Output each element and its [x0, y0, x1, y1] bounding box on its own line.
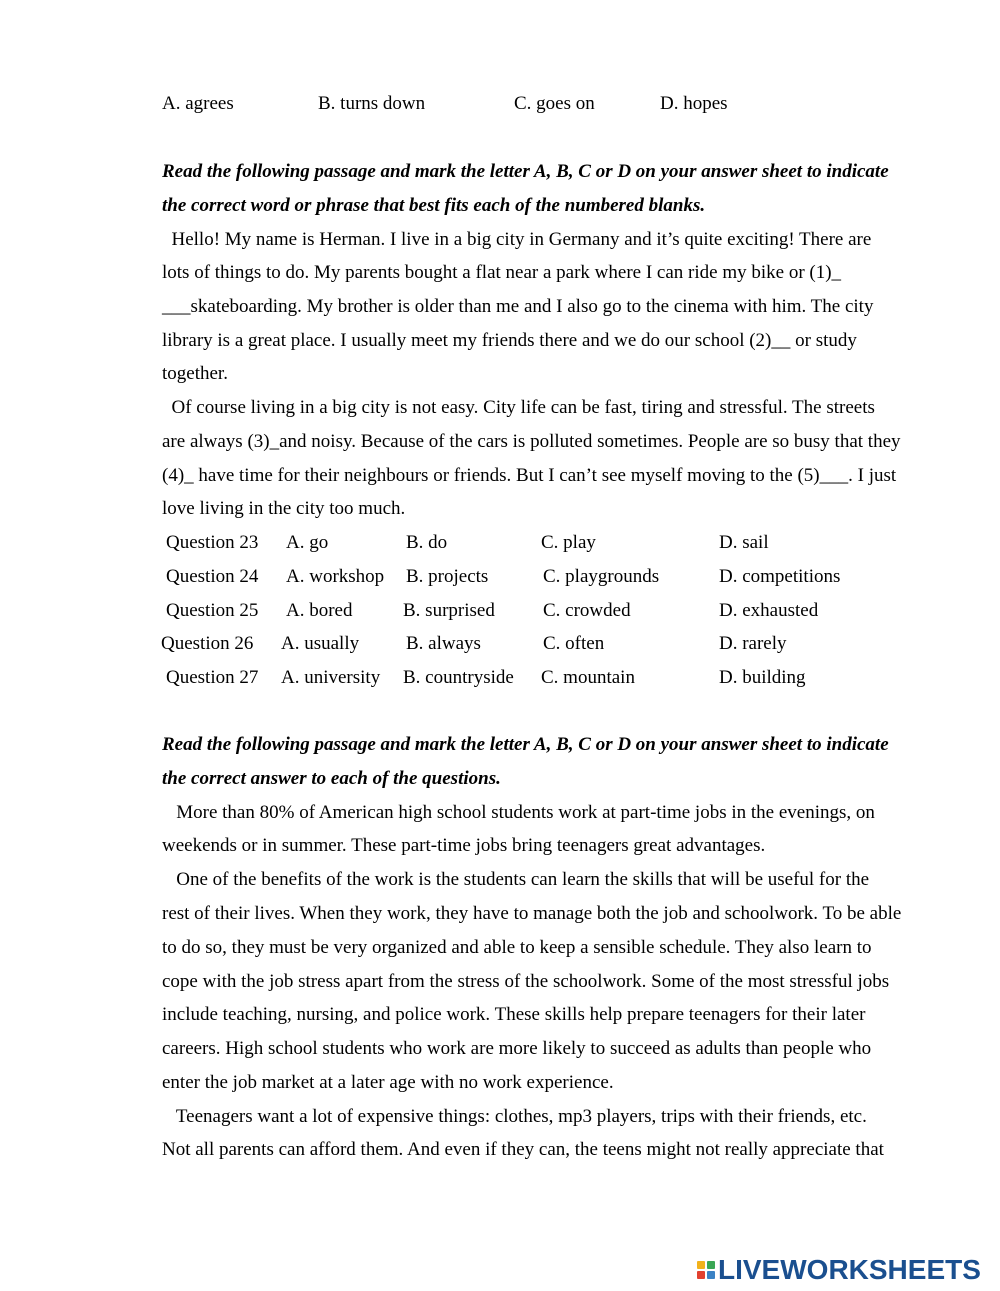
cloze-passage-line: together. [162, 363, 228, 384]
reading-passage-line: include teaching, nursing, and police work. These skills help prepare teenagers for their later [162, 1004, 866, 1025]
prev-option-d: D. hopes [660, 93, 728, 114]
answer-option-d: D. exhausted [719, 600, 819, 621]
answer-option-a: A. bored [286, 600, 353, 621]
reading-passage-line: careers. High school students who work are more likely to succeed as adults than people who [162, 1038, 872, 1059]
answer-option-c: C. playgrounds [543, 566, 660, 587]
cloze-passage-line: (4)_ have time for their neighbours or friends. But I can’t see myself moving to the (5)___. I just [162, 465, 897, 486]
reading-passage-line: rest of their lives. When they work, they have to manage both the job and schoolwork. To be able [162, 903, 902, 924]
cloze-passage-line: are always (3)_and noisy. Because of the cars is polluted sometimes. People are so busy that they [162, 431, 901, 452]
cloze-passage-line: love living in the city too much. [162, 498, 406, 519]
liveworksheets-logo [697, 1255, 981, 1285]
cloze-instruction-line: Read the following passage and mark the letter A, B, C or D on your answer sheet to indicate [162, 161, 889, 182]
answer-option-d: D. sail [719, 532, 769, 553]
reading-passage-line: Teenagers want a lot of expensive things: clothes, mp3 players, trips with their friends, etc. [162, 1106, 867, 1127]
question-label: Question 23 [166, 532, 259, 553]
reading-instruction-line: Read the following passage and mark the letter A, B, C or D on your answer sheet to indicate [162, 734, 889, 755]
reading-passage-line: to do so, they must be very organized and able to keep a sensible schedule. They also learn to [162, 937, 872, 958]
answer-option-b: B. countryside [403, 667, 514, 688]
question-label: Question 26 [161, 633, 254, 654]
cloze-passage-line: lots of things to do. My parents bought a flat near a park where I can ride my bike or (1)_ [162, 262, 842, 283]
question-label: Question 27 [166, 667, 259, 688]
logo-square [707, 1271, 715, 1279]
prev-option-b: B. turns down [318, 93, 426, 114]
answer-option-b: B. do [406, 532, 448, 553]
reading-instruction-line: the correct answer to each of the questions. [162, 768, 501, 789]
answer-option-c: C. play [541, 532, 596, 553]
logo-square [697, 1271, 705, 1279]
logo-square [707, 1261, 715, 1269]
prev-option-c: C. goes on [514, 93, 595, 114]
answer-option-a: A. university [281, 667, 381, 688]
question-label: Question 25 [166, 600, 259, 621]
cloze-instruction-line: the correct word or phrase that best fits each of the numbered blanks. [162, 195, 706, 216]
cloze-passage-line: ___skateboarding. My brother is older than me and I also go to the cinema with him. The city [162, 296, 874, 317]
liveworksheets-mark-icon [697, 1261, 715, 1279]
answer-option-b: B. always [406, 633, 481, 654]
answer-option-a: A. go [286, 532, 329, 553]
cloze-passage-line: Hello! My name is Herman. I live in a big city in Germany and it’s quite exciting! There are [162, 229, 872, 250]
answer-option-a: A. workshop [286, 566, 385, 587]
brand-text: LIVEWORKSHEETS [718, 1254, 981, 1285]
answer-option-b: B. surprised [403, 600, 495, 621]
answer-option-c: C. often [543, 633, 605, 654]
reading-passage-line: weekends or in summer. These part-time jobs bring teenagers great advantages. [162, 835, 766, 856]
prev-option-a: A. agrees [162, 93, 234, 114]
answer-option-d: D. competitions [719, 566, 841, 587]
answer-option-d: D. rarely [719, 633, 787, 654]
answer-option-a: A. usually [281, 633, 360, 654]
answer-option-c: C. crowded [543, 600, 631, 621]
reading-passage-line: cope with the job stress apart from the stress of the schoolwork. Some of the most stressful jobs [162, 971, 890, 992]
answer-option-d: D. building [719, 667, 806, 688]
reading-passage-line: enter the job market at a later age with no work experience. [162, 1072, 614, 1093]
cloze-passage-line: library is a great place. I usually meet my friends there and we do our school (2)__ or study [162, 330, 857, 351]
answer-option-c: C. mountain [541, 667, 635, 688]
logo-square [697, 1261, 705, 1269]
reading-passage-line: More than 80% of American high school students work at part-time jobs in the evenings, on [162, 802, 875, 823]
question-label: Question 24 [166, 566, 259, 587]
reading-passage-line: Not all parents can afford them. And even if they can, the teens might not really appreciate that [162, 1139, 884, 1160]
cloze-passage-line: Of course living in a big city is not easy. City life can be fast, tiring and stressful. The streets [162, 397, 875, 418]
answer-option-b: B. projects [406, 566, 489, 587]
reading-passage-line: One of the benefits of the work is the students can learn the skills that will be useful for the [162, 869, 870, 890]
